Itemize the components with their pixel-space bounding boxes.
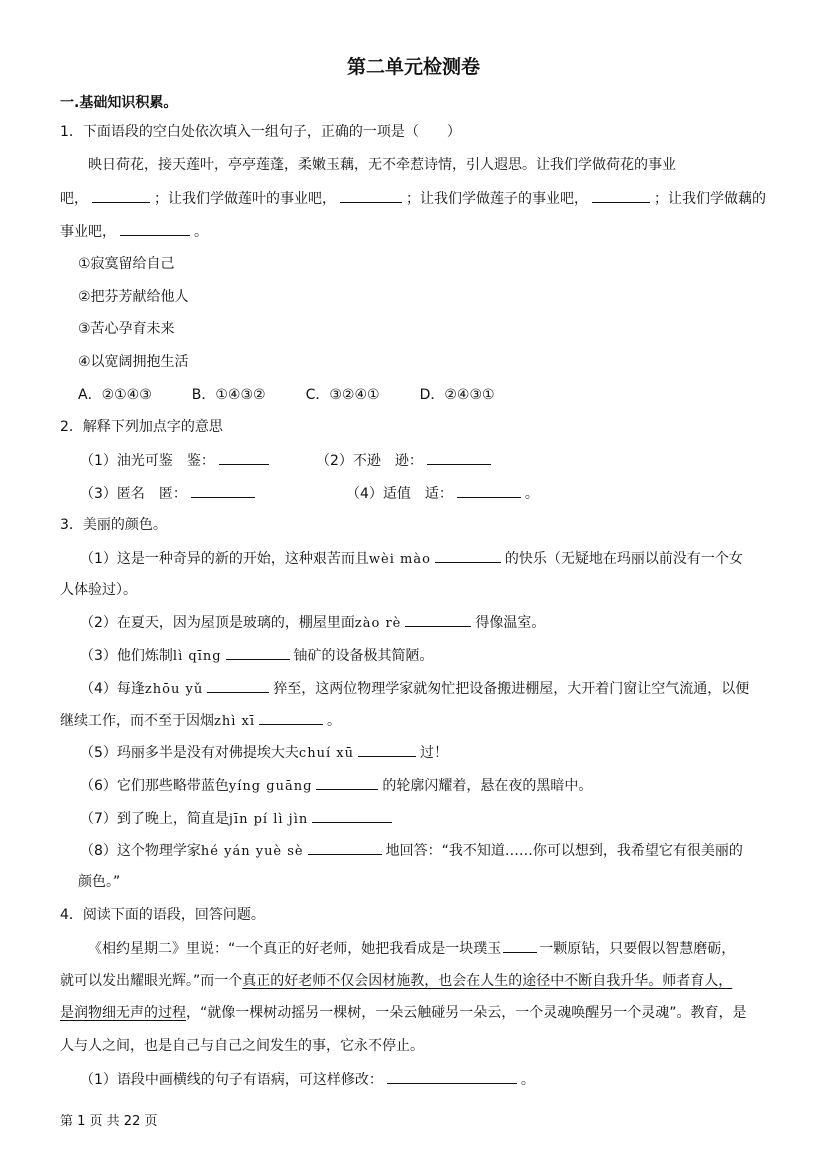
text: 吧， (60, 191, 88, 207)
option-a[interactable]: A．②①④③ (78, 387, 152, 403)
text: 就可以发出耀眼光辉。”而一个 (60, 973, 243, 989)
option-c[interactable]: C．③②④① (305, 387, 380, 403)
answer-blank[interactable] (226, 645, 290, 660)
text: 的快乐（无疑地在玛丽以前没有一个女 (504, 551, 743, 567)
choice-item: ④以宽阔拥抱生活 (78, 354, 189, 370)
underlined-sentence: 师者育人， (662, 973, 733, 989)
q4-passage-line-4: 人与人之间，也是自己与自己之间发生的事，它永不停止。 (60, 1038, 424, 1054)
q4-passage-line-1 (88, 938, 735, 959)
text: （1）语段中画横线的句子有语病，可这样修改： (80, 1072, 383, 1088)
text: （6）它们那些略带蓝色 (80, 778, 229, 794)
q3-sentence-6 (80, 775, 592, 797)
q2-item-3 (80, 483, 259, 504)
answer-blank[interactable] (457, 483, 521, 498)
q3-sentence-1-cont: 人体验过）。 (60, 582, 137, 598)
pinyin: zào rè (354, 616, 402, 631)
text: 。 (520, 1072, 535, 1088)
pinyin: lì qīng (172, 649, 222, 664)
answer-blank[interactable] (308, 840, 382, 855)
pinyin: jīn pí lì jìn (228, 812, 309, 827)
q3-sentence-1 (80, 548, 743, 570)
page-footer: 第 1 页 共 22 页 (60, 1114, 158, 1129)
section-heading: 一.基础知识积累。 (60, 95, 178, 111)
pinyin: hé yán yuè sè (200, 844, 304, 859)
text: ；让我们学做藕的 (654, 191, 766, 207)
q1-passage-line-2 (60, 188, 766, 209)
q3-sentence-2 (80, 612, 545, 634)
text: （1）油光可鉴 鉴： (80, 453, 215, 469)
q4-sub-question-1 (80, 1069, 535, 1090)
answer-blank[interactable] (207, 678, 269, 693)
page-title: 第二单元检测卷 (346, 56, 480, 78)
text: 地回答：“我不知道……你可以想到，我希望它有很美丽的 (385, 843, 743, 859)
text: （7）到了晚上，简直是 (80, 811, 229, 827)
answer-blank[interactable] (503, 938, 537, 953)
q2-item-4 (346, 483, 539, 504)
answer-blank[interactable] (405, 612, 471, 627)
text: ；让我们学做莲子的事业吧， (406, 191, 588, 207)
q3-sentence-4-cont (60, 710, 341, 732)
q3-sentence-7 (80, 808, 396, 830)
text: 《相约星期二》里说：“一个真正的好老师，她把我看成是一块璞玉 (88, 941, 502, 957)
answer-blank[interactable] (92, 188, 150, 203)
text: ，“就像一棵树动摇另一棵树，一朵云触碰另一朵云，一个灵魂唤醒另一个灵魂”。教育，是 (186, 1005, 747, 1021)
question-2-stem: 2．解释下列加点字的意思 (60, 419, 223, 435)
question-3-stem: 3．美丽的颜色。 (60, 517, 167, 533)
text: 铀矿的设备极其简陋。 (293, 648, 434, 664)
text: 。 (327, 713, 342, 729)
text: （5）玛丽多半是没有对佛提埃大夫 (80, 745, 299, 761)
question-4-stem: 4．阅读下面的语段，回答问题。 (60, 907, 265, 923)
answer-blank[interactable] (219, 450, 269, 465)
text: 得像温室。 (475, 615, 546, 631)
choice-item: ①寂寞留给自己 (78, 256, 175, 272)
answer-blank[interactable] (340, 188, 402, 203)
answer-blank[interactable] (358, 742, 416, 757)
pinyin: yíng ɡuānɡ (228, 779, 313, 794)
pinyin: wèi mào (368, 552, 431, 567)
text: 猝至，这两位物理学家就匆忙把设备搬进棚屋，大开着门窗让空气流通，以便 (273, 681, 750, 697)
text: （3）他们炼制 (80, 648, 173, 664)
q3-sentence-8 (80, 840, 743, 862)
underlined-sentence: 真正的好老师不仅会因材施教，也会在人生的途径中不断自我升华。 (242, 973, 663, 989)
answer-blank[interactable] (592, 188, 650, 203)
answer-blank[interactable] (191, 483, 255, 498)
q1-passage-line-1: 映日荷花，接天莲叶，亭亭莲蓬，柔嫩玉藕，无不牵惹诗情，引人遐思。让我们学做荷花的事业 (88, 157, 676, 173)
underlined-sentence: 是润物细无声的过程 (60, 1005, 186, 1021)
text: 过！ (419, 745, 448, 761)
text: 。 (524, 486, 539, 502)
text: 事业吧， (60, 224, 116, 240)
text: （2）在夏天，因为屋顶是玻璃的，棚屋里面 (80, 615, 355, 631)
answer-blank[interactable] (435, 548, 501, 563)
text: 的轮廓闪耀着，悬在夜的黑暗中。 (382, 778, 593, 794)
answer-blank[interactable] (427, 450, 491, 465)
text: 继续工作，而不至于因烟 (60, 713, 214, 729)
q2-item-1 (80, 450, 273, 471)
question-1-stem: 1．下面语段的空白处依次填入一组句子，正确的一项是（ ） (60, 124, 461, 140)
pinyin: chuí xū (298, 746, 354, 761)
pinyin: zhì xī (214, 714, 256, 729)
q3-sentence-3 (80, 645, 434, 667)
q2-item-2 (316, 450, 495, 471)
option-b[interactable]: B．①④③② (191, 387, 266, 403)
answer-blank[interactable] (316, 775, 378, 790)
answer-blank[interactable] (312, 808, 392, 823)
text: （4）适值 适： (346, 486, 453, 502)
text: （8）这个物理学家 (80, 843, 201, 859)
text: 一颗原钻，只要假以智慧磨砺， (539, 941, 736, 957)
pinyin: zhōu yǔ (144, 682, 204, 697)
q1-passage-line-3 (60, 221, 208, 242)
choice-item: ③苦心孕育未来 (78, 321, 175, 337)
answer-blank[interactable] (387, 1069, 517, 1084)
q4-passage-line-2 (60, 971, 732, 991)
q3-sentence-5 (80, 742, 448, 764)
q3-sentence-8-cont: 颜色。” (78, 874, 121, 890)
text: （2）不逊 逊： (316, 453, 423, 469)
option-d[interactable]: D．②④③① (419, 387, 495, 403)
text: （4）每逢 (80, 681, 145, 697)
text: ；让我们学做莲叶的事业吧， (154, 191, 336, 207)
text: （3）匿名 匿： (80, 486, 187, 502)
answer-blank[interactable] (259, 710, 323, 725)
text: 。 (194, 224, 208, 240)
q1-options (78, 385, 535, 405)
text: （1）这是一种奇异的新的开始，这种艰苦而且 (80, 551, 369, 567)
q4-passage-line-3 (60, 1003, 747, 1023)
q3-sentence-4 (80, 678, 749, 700)
choice-item: ②把芬芳献给他人 (78, 289, 189, 305)
answer-blank[interactable] (120, 221, 190, 236)
